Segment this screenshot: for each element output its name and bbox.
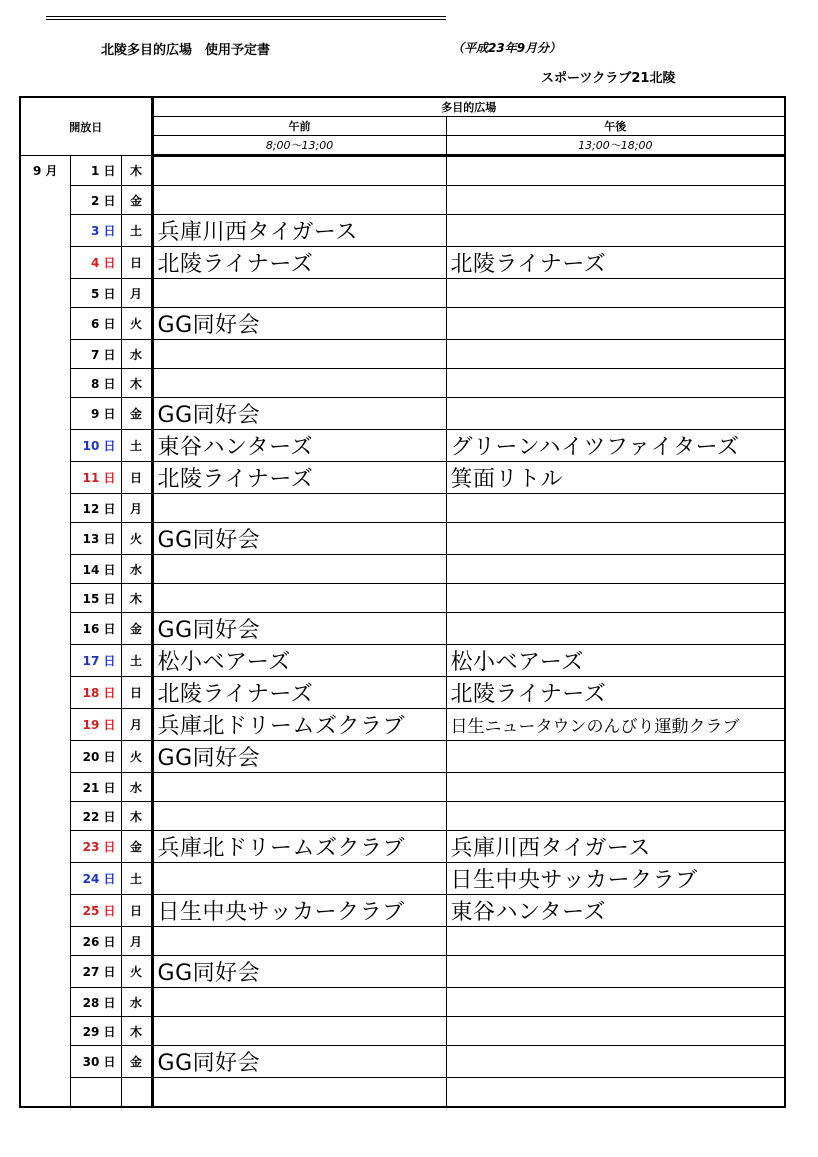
schedule-row <box>20 802 785 831</box>
day-cell: 17 日 <box>70 645 121 677</box>
am-booking-cell <box>152 802 446 831</box>
weekday-cell: 日 <box>121 677 152 709</box>
schedule-row <box>20 613 785 645</box>
pm-booking-cell <box>446 279 785 308</box>
pm-booking-cell: 日生中央サッカークラブ <box>446 863 785 895</box>
day-cell: 16 日 <box>70 613 121 645</box>
am-time-header: 8;00～13;00 <box>152 136 446 156</box>
schedule-table <box>19 96 786 1108</box>
document-title: 北陵多目的広場 使用予定書 <box>101 43 271 58</box>
weekday-cell: 土 <box>121 215 152 247</box>
pm-booking-cell <box>446 773 785 802</box>
am-booking-cell: 松小ベアーズ <box>152 645 446 677</box>
am-booking-cell <box>152 340 446 369</box>
day-cell: 13 日 <box>70 523 121 555</box>
weekday-cell: 木 <box>121 369 152 398</box>
weekday-cell: 火 <box>121 308 152 340</box>
schedule-row <box>20 398 785 430</box>
am-booking-cell <box>152 773 446 802</box>
schedule-row <box>20 1017 785 1046</box>
schedule-row <box>20 645 785 677</box>
pm-booking-cell <box>446 613 785 645</box>
pm-booking-cell: 兵庫川西タイガース <box>446 831 785 863</box>
pm-booking-cell <box>446 340 785 369</box>
am-booking-cell <box>152 369 446 398</box>
weekday-cell <box>121 1078 152 1108</box>
weekday-cell: 日 <box>121 462 152 494</box>
pm-booking-cell <box>446 523 785 555</box>
weekday-cell: 日 <box>121 247 152 279</box>
day-cell: 20 日 <box>70 741 121 773</box>
organization-name: スポーツクラブ21北陵 <box>541 71 676 86</box>
am-booking-cell: GG同好会 <box>152 308 446 340</box>
pm-booking-cell <box>446 369 785 398</box>
weekday-cell: 水 <box>121 988 152 1017</box>
pm-booking-cell <box>446 555 785 584</box>
am-booking-cell: GG同好会 <box>152 741 446 773</box>
pm-booking-cell <box>446 308 785 340</box>
schedule-row <box>20 186 785 215</box>
am-booking-cell: 北陵ライナーズ <box>152 247 446 279</box>
am-booking-cell: 日生中央サッカークラブ <box>152 895 446 927</box>
pm-booking-cell <box>446 584 785 613</box>
schedule-row <box>20 895 785 927</box>
schedule-row <box>20 369 785 398</box>
weekday-cell: 月 <box>121 927 152 956</box>
weekday-cell: 土 <box>121 645 152 677</box>
am-booking-cell <box>152 1017 446 1046</box>
open-day-header: 開放日 <box>20 97 152 156</box>
day-cell: 7 日 <box>70 340 121 369</box>
schedule-row <box>20 863 785 895</box>
schedule-row <box>20 1046 785 1078</box>
weekday-cell: 火 <box>121 741 152 773</box>
am-booking-cell: 東谷ハンターズ <box>152 430 446 462</box>
weekday-cell: 土 <box>121 430 152 462</box>
schedule-row <box>20 1078 785 1108</box>
pm-booking-cell: 東谷ハンターズ <box>446 895 785 927</box>
schedule-row <box>20 988 785 1017</box>
day-cell: 3 日 <box>70 215 121 247</box>
am-booking-cell: 兵庫川西タイガース <box>152 215 446 247</box>
day-cell: 11 日 <box>70 462 121 494</box>
schedule-row <box>20 831 785 863</box>
day-cell: 18 日 <box>70 677 121 709</box>
weekday-cell: 木 <box>121 1017 152 1046</box>
weekday-cell: 日 <box>121 895 152 927</box>
am-booking-cell <box>152 988 446 1017</box>
weekday-cell: 金 <box>121 613 152 645</box>
weekday-cell: 金 <box>121 186 152 215</box>
pm-booking-cell <box>446 215 785 247</box>
top-rule <box>46 16 446 20</box>
day-cell: 22 日 <box>70 802 121 831</box>
weekday-cell: 火 <box>121 523 152 555</box>
am-booking-cell: 兵庫北ドリームズクラブ <box>152 709 446 741</box>
day-cell: 8 日 <box>70 369 121 398</box>
day-cell: 21 日 <box>70 773 121 802</box>
am-booking-cell: GG同好会 <box>152 398 446 430</box>
pm-booking-cell: グリーンハイツファイターズ <box>446 430 785 462</box>
weekday-cell: 木 <box>121 802 152 831</box>
schedule-row <box>20 247 785 279</box>
day-cell: 4 日 <box>70 247 121 279</box>
schedule-row <box>20 523 785 555</box>
pm-booking-cell <box>446 398 785 430</box>
am-booking-cell <box>152 927 446 956</box>
pm-booking-cell <box>446 1017 785 1046</box>
pm-booking-cell <box>446 186 785 215</box>
day-cell: 28 日 <box>70 988 121 1017</box>
weekday-cell: 月 <box>121 279 152 308</box>
day-cell: 25 日 <box>70 895 121 927</box>
day-cell: 23 日 <box>70 831 121 863</box>
venue-header: 多目的広場 <box>152 97 785 117</box>
pm-booking-cell: 北陵ライナーズ <box>446 247 785 279</box>
schedule-row <box>20 462 785 494</box>
am-booking-cell <box>152 863 446 895</box>
day-cell: 15 日 <box>70 584 121 613</box>
day-cell: 27 日 <box>70 956 121 988</box>
am-booking-cell <box>152 555 446 584</box>
pm-booking-cell: 松小ベアーズ <box>446 645 785 677</box>
schedule-row <box>20 677 785 709</box>
weekday-cell: 木 <box>121 584 152 613</box>
weekday-cell: 月 <box>121 494 152 523</box>
am-booking-cell: 北陵ライナーズ <box>152 462 446 494</box>
schedule-row <box>20 773 785 802</box>
schedule-row <box>20 709 785 741</box>
am-header: 午前 <box>152 117 446 136</box>
am-booking-cell <box>152 1078 446 1108</box>
weekday-cell: 月 <box>121 709 152 741</box>
day-cell: 5 日 <box>70 279 121 308</box>
schedule-row <box>20 340 785 369</box>
day-cell <box>70 1078 121 1108</box>
am-booking-cell <box>152 186 446 215</box>
pm-booking-cell <box>446 156 785 186</box>
pm-booking-cell <box>446 1046 785 1078</box>
day-cell: 10 日 <box>70 430 121 462</box>
am-booking-cell: GG同好会 <box>152 956 446 988</box>
am-booking-cell <box>152 156 446 186</box>
period-label: （平成23年9月分） <box>452 41 562 55</box>
pm-booking-cell <box>446 956 785 988</box>
day-cell: 6 日 <box>70 308 121 340</box>
weekday-cell: 水 <box>121 340 152 369</box>
weekday-cell: 土 <box>121 863 152 895</box>
day-cell: 2 日 <box>70 186 121 215</box>
schedule-row <box>20 555 785 584</box>
pm-booking-cell <box>446 802 785 831</box>
am-booking-cell: GG同好会 <box>152 523 446 555</box>
pm-time-header: 13;00～18;00 <box>446 136 785 156</box>
day-cell: 14 日 <box>70 555 121 584</box>
weekday-cell: 水 <box>121 555 152 584</box>
pm-booking-cell <box>446 927 785 956</box>
pm-booking-cell: 北陵ライナーズ <box>446 677 785 709</box>
weekday-cell: 火 <box>121 956 152 988</box>
schedule-row <box>20 430 785 462</box>
weekday-cell: 木 <box>121 156 152 186</box>
day-cell: 26 日 <box>70 927 121 956</box>
day-cell: 12 日 <box>70 494 121 523</box>
pm-booking-cell <box>446 1078 785 1108</box>
schedule-row <box>20 279 785 308</box>
day-cell: 9 日 <box>70 398 121 430</box>
pm-booking-cell: 箕面リトル <box>446 462 785 494</box>
day-cell: 1 日 <box>70 156 121 186</box>
schedule-row <box>20 494 785 523</box>
am-booking-cell: 北陵ライナーズ <box>152 677 446 709</box>
schedule-row <box>20 584 785 613</box>
weekday-cell: 金 <box>121 831 152 863</box>
am-booking-cell <box>152 279 446 308</box>
day-cell: 24 日 <box>70 863 121 895</box>
schedule-row <box>20 927 785 956</box>
am-booking-cell: GG同好会 <box>152 613 446 645</box>
am-booking-cell: 兵庫北ドリームズクラブ <box>152 831 446 863</box>
weekday-cell: 水 <box>121 773 152 802</box>
am-booking-cell <box>152 584 446 613</box>
pm-booking-cell <box>446 494 785 523</box>
pm-header: 午後 <box>446 117 785 136</box>
pm-booking-cell <box>446 741 785 773</box>
am-booking-cell: GG同好会 <box>152 1046 446 1078</box>
schedule-row <box>20 741 785 773</box>
pm-booking-cell: 日生ニュータウンのんびり運動クラブ <box>446 709 785 741</box>
day-cell: 30 日 <box>70 1046 121 1078</box>
schedule-row <box>20 956 785 988</box>
weekday-cell: 金 <box>121 1046 152 1078</box>
schedule-row <box>20 156 785 186</box>
schedule-row <box>20 308 785 340</box>
pm-booking-cell <box>446 988 785 1017</box>
day-cell: 19 日 <box>70 709 121 741</box>
day-cell: 29 日 <box>70 1017 121 1046</box>
am-booking-cell <box>152 494 446 523</box>
weekday-cell: 金 <box>121 398 152 430</box>
schedule-row <box>20 215 785 247</box>
header-row-venue <box>20 97 785 117</box>
month-cell: 9 月 <box>20 156 70 1108</box>
